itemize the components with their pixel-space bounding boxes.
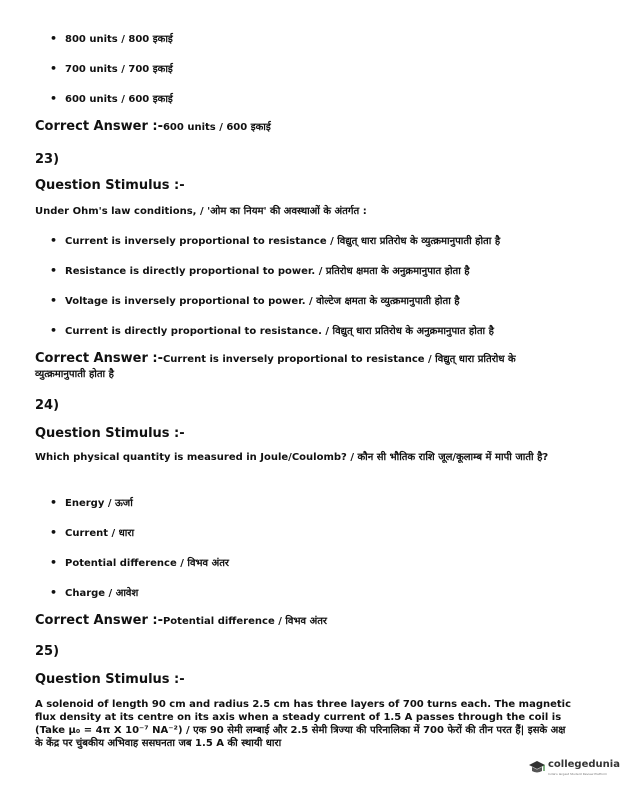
- logo-name: collegedunia: [548, 759, 620, 770]
- logo-tagline: India's largest Student Review Platform: [548, 772, 608, 776]
- q22-option-1: • 800 units / 800 इकाई: [50, 32, 173, 45]
- collegedunia-logo: [528, 757, 620, 783]
- q23-correct-answer: Correct Answer :-Current is inversely proportional to resistance / विद्युत् धारा प्रतिरोध के व्युत्क्रमानुपाती होता है: [35, 351, 516, 380]
- q25-stimulus-label: Question Stimulus :-: [35, 672, 185, 687]
- bullet-icon: •: [50, 32, 58, 45]
- q22-correct-answer: Correct Answer :-600 units / 600 इकाई: [35, 119, 271, 134]
- q25-number: 25): [35, 644, 60, 659]
- q24-correct-answer: Correct Answer :-Potential difference / विभव अंतर: [35, 613, 327, 628]
- bullet-icon: •: [50, 294, 58, 307]
- q24-option-2: • Current / धारा: [50, 526, 135, 539]
- q23-option-3: • Voltage is inversely proportional to power. / वोल्टेज क्षमता के व्युत्क्रमानुपाती होता है: [50, 294, 460, 307]
- q23-number: 23): [35, 152, 60, 167]
- q23-option-2: • Resistance is directly proportional to power. / प्रतिरोध क्षमता के अनुक्रमानुपात होता है: [50, 264, 470, 277]
- bullet-icon: •: [50, 62, 58, 75]
- q23-question-text: Under Ohm's law conditions, / 'ओम का नियम' की अवस्थाओं के अंतर्गत :: [35, 206, 367, 217]
- q24-stimulus-label: Question Stimulus :-: [35, 426, 185, 441]
- bullet-icon: •: [50, 496, 58, 509]
- q24-number: 24): [35, 398, 60, 413]
- q24-option-3: • Potential difference / विभव अंतर: [50, 556, 230, 569]
- q24-option-1: • Energy / ऊर्जा: [50, 496, 133, 509]
- q22-option-3: • 600 units / 600 इकाई: [50, 92, 173, 105]
- bullet-icon: •: [50, 586, 58, 599]
- bullet-icon: •: [50, 264, 58, 277]
- q23-option-4: • Current is directly proportional to resistance. / विद्युत् धारा प्रतिरोध के अनुक्रमानुपात होता है: [50, 324, 494, 337]
- bullet-icon: •: [50, 92, 58, 105]
- graduation-cap-icon: [528, 759, 546, 777]
- q24-option-4: • Charge / आवेश: [50, 586, 139, 599]
- bullet-icon: •: [50, 526, 58, 539]
- q22-option-2: • 700 units / 700 इकाई: [50, 62, 173, 75]
- q24-question-text: Which physical quantity is measured in Joule/Coulomb? / कौन सी भौतिक राशि जूल/कूलाम्ब में मापी जाती है?: [35, 452, 549, 463]
- q23-option-1: • Current is inversely proportional to resistance / विद्युत् धारा प्रतिरोध के व्युत्क्रमानुपाती होता है: [50, 234, 501, 247]
- bullet-icon: •: [50, 556, 58, 569]
- bullet-icon: •: [50, 324, 58, 337]
- q23-stimulus-label: Question Stimulus :-: [35, 178, 185, 193]
- bullet-icon: •: [50, 234, 58, 247]
- q25-question-text: A solenoid of length 90 cm and radius 2.5 cm has three layers of 700 turns each. The magnetic flux density at its centre on its axis when a steady current of 1.5 A passes through the coil is (Take μ₀ = 4π X 10⁻⁷ NA⁻²) / एक 90 सेमी लम्बाई और 2.5 सेमी त्रिज्या की परिनालिका में 700 फेरों की तीन परत हैं| इसके अक्ष के केंद्र पर चुंबकीय अभिवाह ससघनता जब 1.5 A की स्थायी धारा: [35, 699, 572, 749]
